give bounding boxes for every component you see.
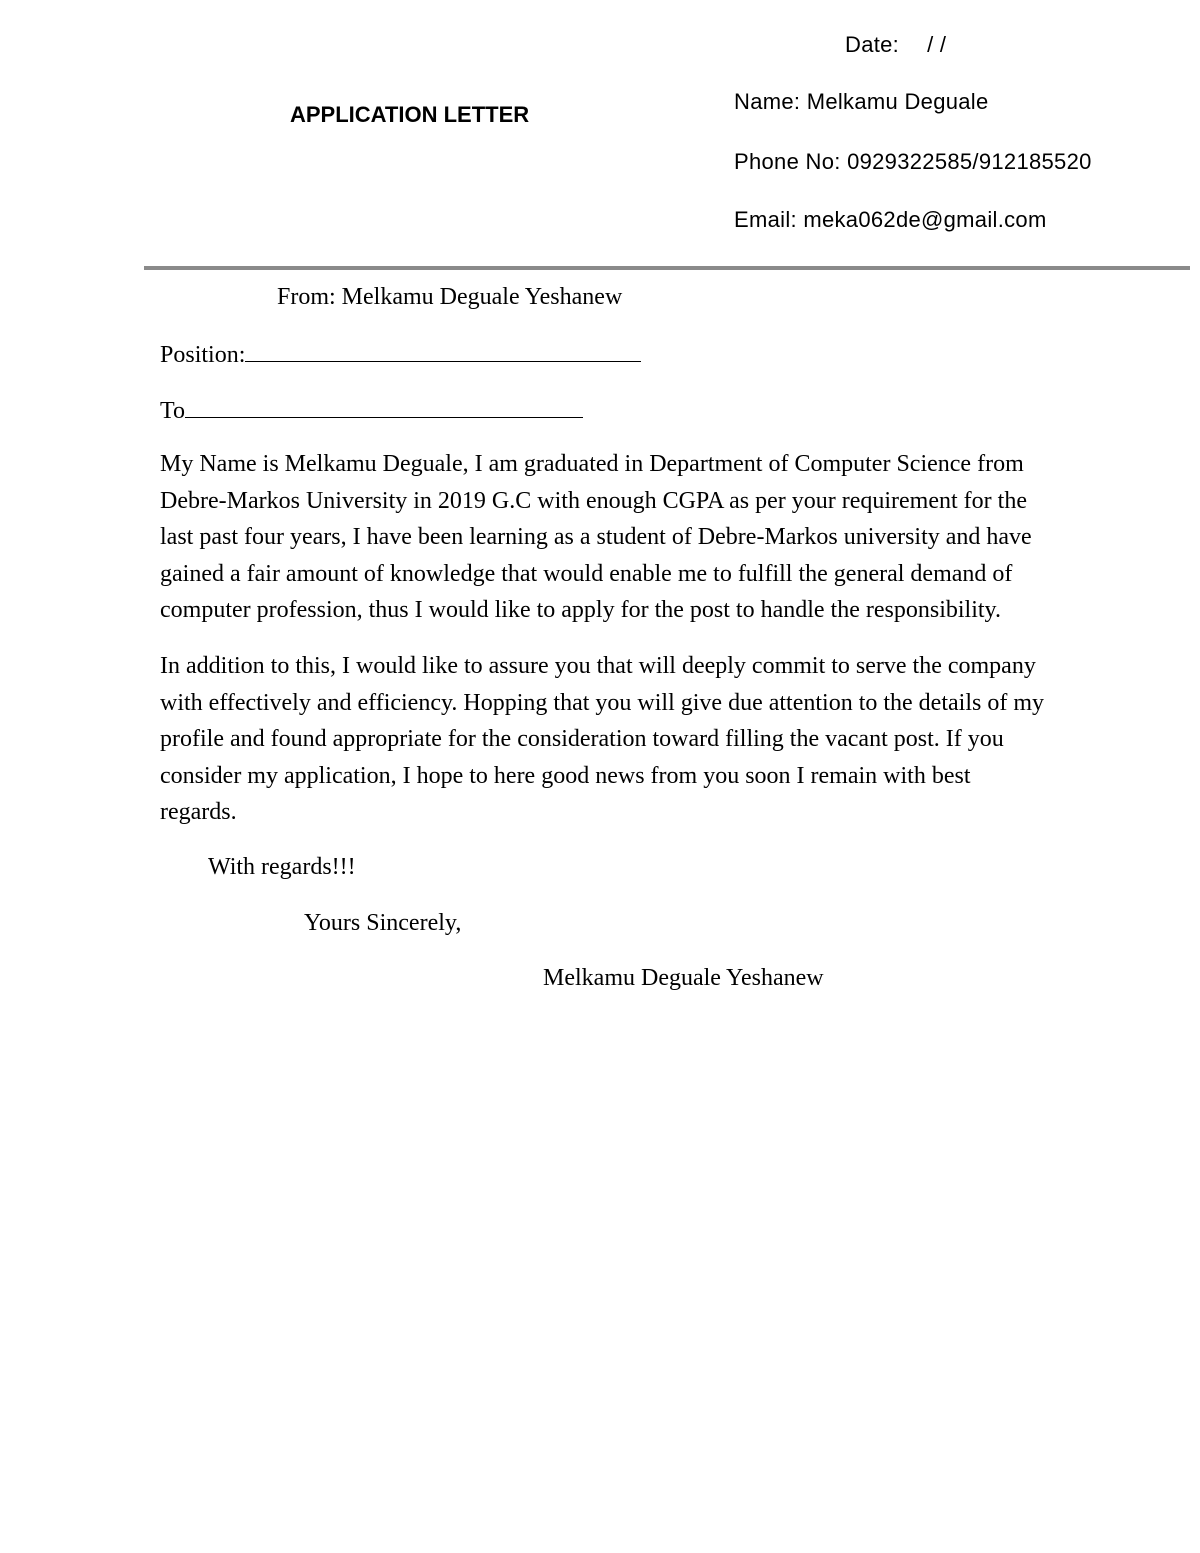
letter-title: APPLICATION LETTER: [290, 102, 530, 127]
paragraph-line: profile and found appropriate for the consideration toward filling the vacant post. If you: [160, 726, 1004, 752]
applicant-phone: Phone No: 0929322585/912185520: [734, 149, 1092, 174]
applicant-email: Email: meka062de@gmail.com: [734, 207, 1047, 232]
paragraph-line: last past four years, I have been learning as a student of Debre-Markos university and have: [160, 524, 1032, 550]
closing-regards: With regards!!!: [208, 854, 356, 880]
date-label: Date:: [845, 32, 900, 57]
paragraph-line: In addition to this, I would like to assure you that will deeply commit to serve the company: [160, 653, 1036, 679]
paragraph-line: with effectively and efficiency. Hopping that you will give due attention to the details of my: [160, 689, 1044, 716]
paragraph-line: consider my application, I hope to here good news from you soon I remain with best: [160, 762, 971, 789]
paragraph-line: Debre-Markos University in 2019 G.C with enough CGPA as per your requirement for the: [160, 487, 1027, 514]
from-line: From: Melkamu Deguale Yeshanew: [277, 284, 623, 310]
date-value: / /: [927, 32, 947, 57]
paragraph-line: gained a fair amount of knowledge that would enable me to fulfill the general demand of: [160, 560, 1013, 587]
closing-sincerely: Yours Sincerely,: [304, 910, 462, 936]
paragraph-line: computer profession, thus I would like to apply for the post to handle the responsibility.: [160, 597, 1001, 623]
applicant-name: Name: Melkamu Deguale: [734, 89, 989, 114]
paragraph-line: My Name is Melkamu Deguale, I am graduated in Department of Computer Science from: [160, 451, 1024, 477]
position-line: [160, 341, 641, 367]
to-blank: [185, 397, 583, 418]
position-label: Position:: [160, 342, 246, 368]
body-paragraph-1: [160, 446, 1185, 629]
signature-name: Melkamu Deguale Yeshanew: [543, 965, 824, 991]
body-paragraph-2: [160, 648, 1185, 831]
to-label: To: [160, 398, 185, 424]
to-line: [160, 397, 583, 423]
header-divider: [144, 266, 1190, 270]
paragraph-line: regards.: [160, 799, 237, 825]
date-line: [845, 34, 946, 56]
position-blank: [245, 341, 641, 362]
